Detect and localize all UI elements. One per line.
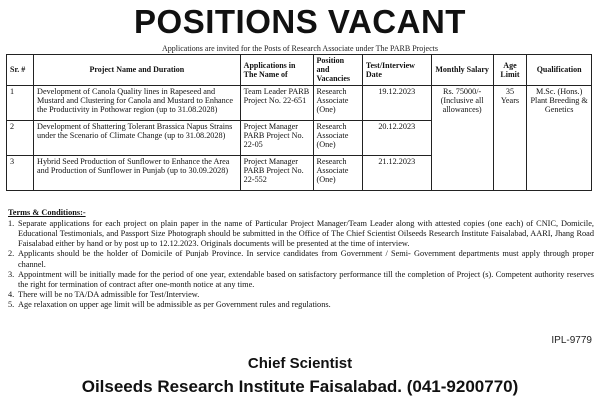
header-sr: Sr. # bbox=[7, 55, 34, 86]
positions-table bbox=[6, 54, 592, 191]
row-project: Hybrid Seed Production of Sunflower to Enhance the Area and Production of Sunflower in Punjab (up to 30.09.2028) bbox=[34, 155, 241, 190]
row-applications: Project Manager PARB Project No. 22-05 bbox=[240, 120, 313, 155]
row-date: 19.12.2023 bbox=[362, 85, 431, 120]
term-item bbox=[8, 270, 594, 290]
terms-section bbox=[8, 208, 594, 310]
signatory-title: Chief Scientist bbox=[247, 355, 353, 372]
row-position: Research Associate (One) bbox=[313, 155, 362, 190]
ad-subtitle: Applications are invited for the Posts of Research Associate under The PARB Projects bbox=[162, 44, 438, 53]
header-salary: Monthly Salary bbox=[431, 55, 493, 86]
header-age: Age Limit bbox=[493, 55, 527, 86]
office-address: Oilseeds Research Institute Faisalabad. (041-9200770) bbox=[81, 377, 519, 396]
row-sr: 2 bbox=[7, 120, 34, 155]
table-header-row bbox=[7, 55, 592, 86]
term-item bbox=[8, 219, 594, 249]
term-text: Applicants should be the holder of Domicile of Punjab Province. In service candidates from Government / Semi- Government departments must apply through proper channel. bbox=[18, 249, 594, 269]
salary-cell: Rs. 75000/- (Inclusive all allowances) bbox=[431, 85, 493, 190]
header-date: Test/Interview Date bbox=[362, 55, 431, 86]
age-cell: 35 Years bbox=[493, 85, 527, 190]
term-text: Separate applications for each project on plain paper in the name of Particular Project Manager/Team Leader along with attested copies (one each) of CNIC, Domicile, Educational Testimonials, and Passport Size Photograph should be submitted in the Office of The Chief Scientist Oilseeds Research Institute Faisalabad, AARI, Jhang Road Faisalabad either by hand or by post up to 12.12.2023. Originals documents will be presented at the time of interview. bbox=[18, 219, 594, 249]
term-item bbox=[8, 300, 594, 310]
ad-title: POSITIONS VACANT bbox=[134, 3, 466, 40]
term-item bbox=[8, 249, 594, 269]
table-row bbox=[7, 85, 592, 120]
term-item bbox=[8, 290, 594, 300]
term-text: Appointment will be initially made for the period of one year, extendable based on satisfactory performance till the completion of Project (s). Competent authority reserves the right for termination of contract after one-month notice at any time. bbox=[18, 269, 594, 289]
header-project: Project Name and Duration bbox=[34, 55, 241, 86]
header-applications: Applications in The Name of bbox=[240, 55, 313, 86]
term-number: 4. bbox=[8, 289, 15, 299]
row-sr: 3 bbox=[7, 155, 34, 190]
qualification-cell: M.Sc. (Hons.) Plant Breeding & Genetics bbox=[527, 85, 592, 190]
header-qualification: Qualification bbox=[527, 55, 592, 86]
row-position: Research Associate (One) bbox=[313, 85, 362, 120]
ipl-number: IPL-9779 bbox=[551, 335, 592, 346]
row-applications: Project Manager PARB Project No. 22-552 bbox=[240, 155, 313, 190]
row-sr: 1 bbox=[7, 85, 34, 120]
title-band bbox=[0, 0, 600, 44]
row-date: 21.12.2023 bbox=[362, 155, 431, 190]
term-number: 1. bbox=[8, 219, 15, 229]
term-number: 2. bbox=[8, 249, 15, 259]
term-text: There will be no TA/DA admissible for Test/Interview. bbox=[18, 289, 200, 299]
term-number: 3. bbox=[8, 269, 15, 279]
row-date: 20.12.2023 bbox=[362, 120, 431, 155]
row-position: Research Associate (One) bbox=[313, 120, 362, 155]
row-project: Development of Canola Quality lines in Rapeseed and Mustard and Clustering for Canola and Mustard to Enhance the Productivity in Pothowar region (up to 31.08.2028) bbox=[34, 85, 241, 120]
term-text: Age relaxation on upper age limit will be admissible as per Government rules and regulations. bbox=[18, 299, 331, 309]
term-number: 5. bbox=[8, 299, 15, 309]
row-project: Development of Shattering Tolerant Brassica Napus Strains under the Scenario of Climate Change (up to 31.08.2028) bbox=[34, 120, 241, 155]
header-position: Position and Vacancies bbox=[313, 55, 362, 86]
row-applications: Team Leader PARB Project No. 22-651 bbox=[240, 85, 313, 120]
terms-heading: Terms & Conditions:- bbox=[8, 208, 86, 217]
